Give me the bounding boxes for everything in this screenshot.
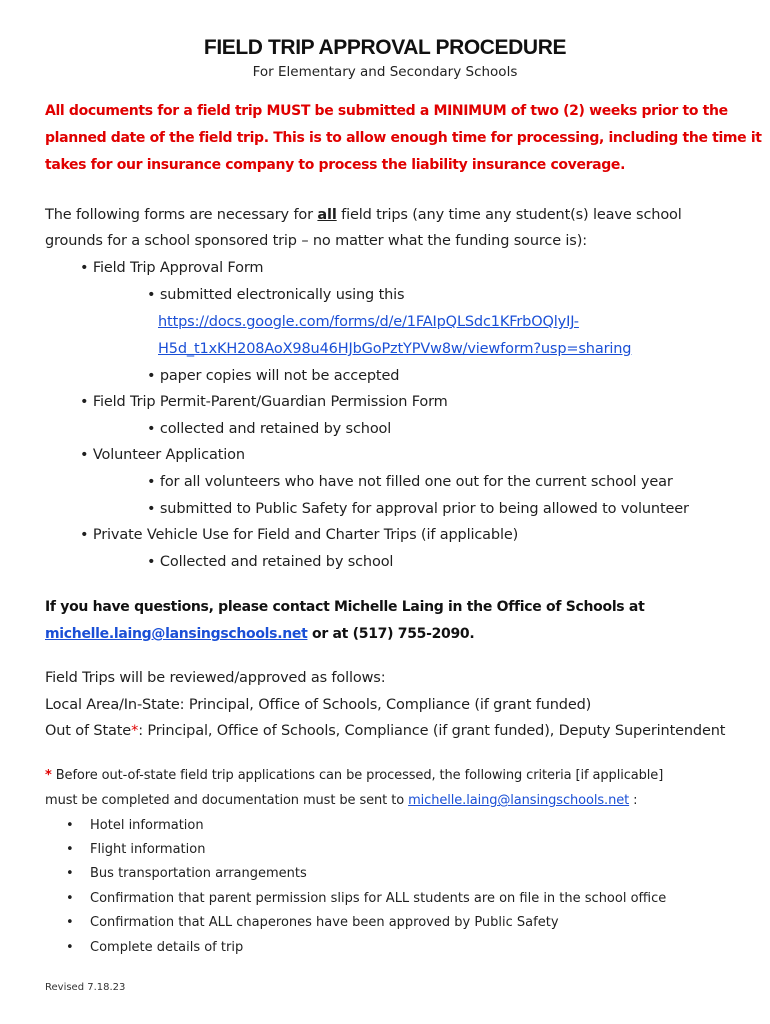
bullet-icon: • <box>66 818 74 833</box>
asterisk-marker: * <box>45 768 52 783</box>
revised-date: Revised 7.18.23 <box>45 982 126 993</box>
warning-line-3: takes for our insurance company to process the liability insurance coverage. <box>45 157 626 173</box>
bullet-icon: • <box>66 866 74 881</box>
bullet-icon: • <box>147 287 160 303</box>
criteria-item: • Confirmation that ALL chaperones have been approved by Public Safety <box>66 915 559 930</box>
criteria-line-2: must be completed and documentation must be sent to michelle.laing@lansingschools.net : <box>45 793 638 808</box>
bullet-icon: • <box>147 474 160 490</box>
contact-email-link[interactable]: michelle.laing@lansingschools.net <box>45 626 308 642</box>
bullet-icon: • <box>80 527 93 543</box>
page-title: FIELD TRIP APPROVAL PROCEDURE <box>203 36 567 59</box>
sub-item-public-safety: • submitted to Public Safety for approval prior to being allowed to volunteer <box>147 501 689 517</box>
review-out-of-state: Out of State*: Principal, Office of Schools, Compliance (if grant funded), Deputy Superintendent <box>45 723 726 739</box>
review-local: Local Area/In-State: Principal, Office of Schools, Compliance (if grant funded) <box>45 697 592 713</box>
criteria-line-1: * Before out-of-state field trip applications can be processed, the following criteria [if applicable] <box>45 768 664 783</box>
contact-line-1: If you have questions, please contact Michelle Laing in the Office of Schools at <box>45 599 645 615</box>
sub-item-submitted-electronically: • submitted electronically using this <box>147 287 405 303</box>
bullet-icon: • <box>66 915 74 930</box>
bullet-icon: • <box>80 394 93 410</box>
sub-item-volunteers-not-filled: • for all volunteers who have not filled one out for the current school year <box>147 474 673 490</box>
intro-line-1: The following forms are necessary for all field trips (any time any student(s) leave school <box>45 207 682 223</box>
bullet-icon: • <box>80 447 93 463</box>
approval-form-link-line-2[interactable]: H5d_t1xKH208AoX98u46HJbGoPztYPVw8w/viewform?usp=sharing <box>158 341 632 357</box>
sub-item-collected-retained: • Collected and retained by school <box>147 554 394 570</box>
asterisk-marker: * <box>131 723 139 739</box>
list-item-approval-form: • Field Trip Approval Form <box>80 260 264 276</box>
contact-line-2: michelle.laing@lansingschools.net or at (517) 755-2090. <box>45 626 475 642</box>
criteria-item: • Complete details of trip <box>66 940 244 955</box>
approval-form-link-line-1[interactable]: https://docs.google.com/forms/d/e/1FAIpQLSdc1KFrbOQlyIJ- <box>158 314 579 330</box>
criteria-item: • Bus transportation arrangements <box>66 866 307 881</box>
intro-line-2: grounds for a school sponsored trip – no matter what the funding source is): <box>45 233 587 249</box>
bullet-icon: • <box>147 501 160 517</box>
page-subtitle: For Elementary and Secondary Schools <box>252 64 518 80</box>
bullet-icon: • <box>147 421 160 437</box>
list-item-volunteer: • Volunteer Application <box>80 447 245 463</box>
criteria-item: • Confirmation that parent permission slips for ALL students are on file in the school office <box>66 891 667 906</box>
warning-line-2: planned date of the field trip. This is to allow enough time for processing, including the time it <box>45 130 762 146</box>
warning-line-1: All documents for a field trip MUST be submitted a MINIMUM of two (2) weeks prior to the <box>45 103 728 119</box>
sub-item-paper-copies: • paper copies will not be accepted <box>147 368 400 384</box>
bullet-icon: • <box>66 842 74 857</box>
bullet-icon: • <box>80 260 93 276</box>
bullet-icon: • <box>66 940 74 955</box>
criteria-email-link[interactable]: michelle.laing@lansingschools.net <box>408 793 630 808</box>
sub-item-collected: • collected and retained by school <box>147 421 392 437</box>
list-item-permit-form: • Field Trip Permit-Parent/Guardian Permission Form <box>80 394 448 410</box>
criteria-item: • Flight information <box>66 842 206 857</box>
criteria-item: • Hotel information <box>66 818 204 833</box>
bullet-icon: • <box>147 368 160 384</box>
review-heading: Field Trips will be reviewed/approved as follows: <box>45 670 386 686</box>
list-item-private-vehicle: • Private Vehicle Use for Field and Charter Trips (if applicable) <box>80 527 519 543</box>
emphasis-all: all <box>317 207 337 223</box>
bullet-icon: • <box>147 554 160 570</box>
bullet-icon: • <box>66 891 74 906</box>
